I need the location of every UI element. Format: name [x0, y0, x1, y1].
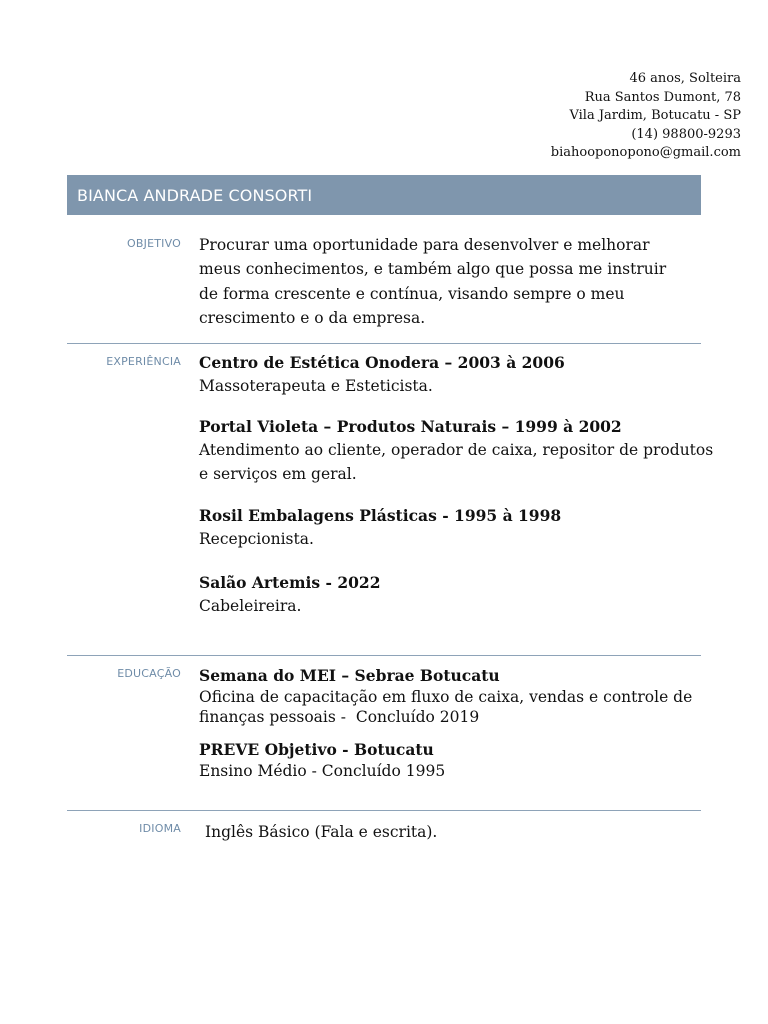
experience-item [199, 505, 719, 551]
experience-title: Centro de Estética Onodera – 2003 à 2006 [199, 353, 565, 372]
objective-line: Procurar uma oportunidade para desenvolver e melhorar [199, 236, 650, 254]
experience-item [199, 352, 719, 398]
education-title: Semana do MEI – Sebrae Botucatu [199, 666, 500, 685]
experience-title: Portal Violeta – Produtos Naturais – 1999 à 2002 [199, 417, 622, 436]
experience-label: EXPERIÊNCIA [106, 355, 181, 368]
education-label: EDUCAÇÃO [117, 667, 181, 680]
objective-label: OBJETIVO [127, 237, 181, 250]
contact-phone: (14) 98800-9293 [631, 126, 741, 142]
contact-age-status: 46 anos, Solteira [629, 71, 741, 86]
contact-district: Vila Jardim, Botucatu - SP [569, 108, 741, 123]
contact-email: biahooponopono@gmail.com [550, 145, 741, 160]
language-body [205, 820, 707, 844]
candidate-name: BIANCA ANDRADE CONSORTI [77, 185, 313, 205]
experience-title: Salão Artemis - 2022 [199, 573, 381, 592]
experience-item [199, 572, 719, 618]
education-item [199, 665, 719, 727]
language-text: Inglês Básico (Fala e escrita). [205, 823, 438, 841]
experience-description: Cabeleireira. [199, 597, 302, 615]
education-title: PREVE Objetivo - Botucatu [199, 740, 434, 759]
section-divider [67, 343, 701, 344]
education-description: finanças pessoais - Concluído 2019 [199, 708, 480, 726]
name-header-bar [67, 175, 701, 215]
objective-line: de forma crescente e contínua, visando sempre o meu [199, 284, 625, 303]
contact-block [551, 70, 741, 163]
objective-line: crescimento e o da empresa. [199, 308, 426, 327]
education-description: Ensino Médio - Concluído 1995 [199, 762, 446, 780]
experience-item [199, 416, 719, 486]
section-divider [67, 810, 701, 811]
education-item [199, 739, 719, 781]
experience-title: Rosil Embalagens Plásticas - 1995 à 1998 [199, 506, 562, 525]
objective-line: meus conhecimentos, e também algo que possa me instruir [199, 260, 667, 279]
contact-street: Rua Santos Dumont, 78 [584, 89, 741, 105]
experience-description: Massoterapeuta e Esteticista. [199, 377, 433, 395]
language-label: IDIOMA [139, 822, 181, 835]
objective-body [199, 233, 701, 330]
section-divider [67, 655, 701, 656]
education-description: Oficina de capacitação em fluxo de caixa, vendas e controle de [199, 688, 693, 706]
experience-description: Atendimento ao cliente, operador de caixa, repositor de produtos [199, 441, 714, 459]
experience-description: e serviços em geral. [199, 465, 357, 483]
experience-description: Recepcionista. [199, 530, 314, 548]
